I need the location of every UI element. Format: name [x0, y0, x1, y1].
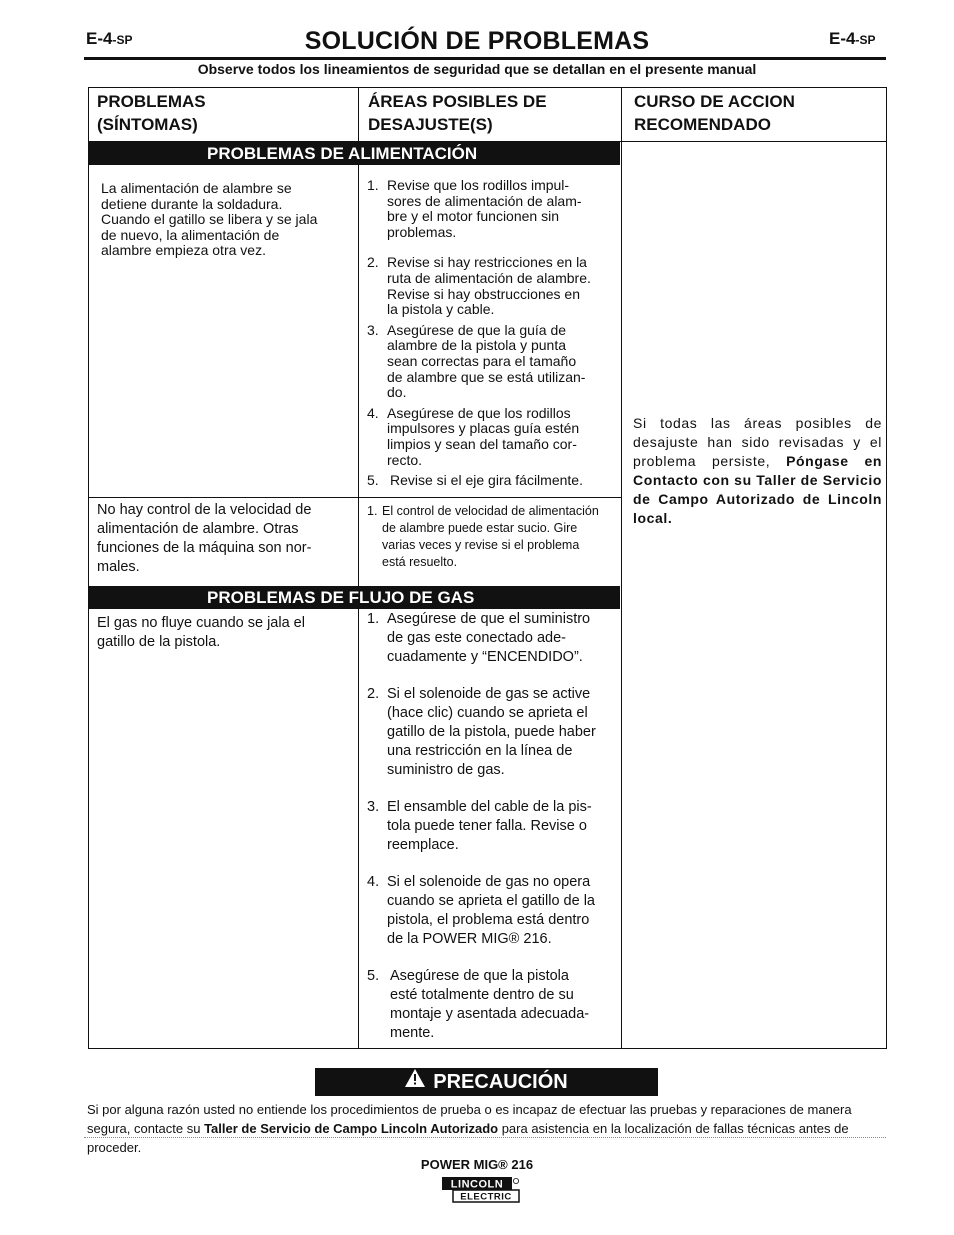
list-item: 1. Asegúrese de que el suministro de gas este conectado ade- cuadamente y “ENCENDIDO”.	[367, 611, 591, 665]
list-item: 2. Si el solenoide de gas se active (hace clic) cuando se aprieta el gatillo de la pistola, puede haber una restricción en la línea de suministro de gas.	[367, 686, 596, 778]
lincoln-electric-logo	[441, 1176, 519, 1204]
safety-note: Observe todos los lineamientos de seguridad que se detallan en el presente manual	[197, 61, 757, 77]
section-feed-problems: PROBLEMAS DE ALIMENTACIÓN	[89, 142, 620, 165]
column-divider	[358, 88, 359, 1048]
warning-icon	[405, 1067, 425, 1095]
causes-wire-feed-stops	[367, 178, 617, 489]
page-code-left: E-4-SP	[86, 29, 133, 48]
dotted-divider	[84, 1137, 886, 1138]
problem-gas-no-flow: El gas no fluye cuando se jala el gatillo de la pistola.	[97, 615, 305, 650]
column-divider	[621, 88, 622, 1048]
list-item: 1. Revise que los rodillos impul- sores de alimentación de alam- bre y el motor funcionen sin problemas.	[367, 177, 582, 240]
list-item: 3. El ensamble del cable de la pis- tola puede tener falla. Revise o reemplace.	[367, 799, 592, 853]
header-causes: ÁREAS POSIBLES DE DESAJUSTE(S)	[368, 92, 547, 134]
problem-wire-feed-stops: La alimentación de alambre se detiene durante la soldadura. Cuando el gatillo se libera y se jala de nuevo, la alimentación de alambre empieza otra vez.	[101, 180, 318, 259]
svg-text:LINCOLN: LINCOLN	[450, 1178, 504, 1191]
causes-gas-no-flow	[367, 610, 617, 1061]
header-problems: PROBLEMAS (SÍNTOMAS)	[97, 92, 206, 134]
list-item: 2. Revise si hay restricciones en la ruta de alimentación de alambre. Revise si hay obstrucciones en la pistola y cable.	[367, 254, 591, 318]
troubleshooting-table	[88, 87, 887, 1049]
recommended-action: Si todas las áreas posibles de desajuste han sido revisadas y el problema persiste, Póngase en Contacto con su Taller de Servicio de Campo Autorizado de Lincoln local.	[633, 415, 882, 526]
list-item: 4. Asegúrese de que los rodillos impulsores y placas guía estén limpios y sean del tamaño cor- recto.	[367, 404, 580, 468]
list-item: 1. El control de velocidad de alimentación de alambre puede estar sucio. Gire varias veces y revise si el problema está resuelto.	[367, 504, 599, 569]
list-item: 5. Asegúrese de que la pistola esté totalmente dentro de su montaje y asentada adecuada- mente.	[367, 968, 590, 1041]
caution-banner	[315, 1068, 658, 1096]
caution-text: Si por alguna razón usted no entiende los procedimientos de prueba o es incapaz de efectuar las pruebas y reparaciones de manera segura, contacte su Taller de Servicio de Campo Lincoln Autorizado para asistencia en la localización de fallas técnicas antes de proceder.	[87, 1102, 852, 1155]
caution-label: PRECAUCIÓN	[433, 1071, 568, 1093]
list-item: 3. Asegúrese de que la guía de alambre de la pistola y punta sean correctas para el tamaño de alambre que se está utilizan- do.	[367, 321, 586, 401]
causes-no-speed-control	[367, 503, 621, 571]
page-code-right: E-4-SP	[829, 29, 876, 48]
header-action: CURSO DE ACCION RECOMENDADO	[634, 92, 795, 134]
page-title: SOLUCIÓN DE PROBLEMAS	[304, 27, 650, 55]
product-name: POWER MIG® 216	[420, 1157, 534, 1172]
svg-text:ELECTRIC: ELECTRIC	[460, 1191, 512, 1203]
list-item: 5. Revise si el eje gira fácilmente.	[367, 472, 583, 489]
problem-no-speed-control: No hay control de la velocidad de alimentación de alambre. Otras funciones de la máquina son nor- males.	[97, 502, 312, 575]
row-divider	[89, 497, 621, 498]
list-item: 4. Si el solenoide de gas no opera cuando se aprieta el gatillo de la pistola, el problema está dentro de la POWER MIG® 216.	[367, 874, 595, 947]
section-gas-problems: PROBLEMAS DE FLUJO DE GAS	[89, 586, 620, 609]
title-rule	[84, 57, 886, 60]
